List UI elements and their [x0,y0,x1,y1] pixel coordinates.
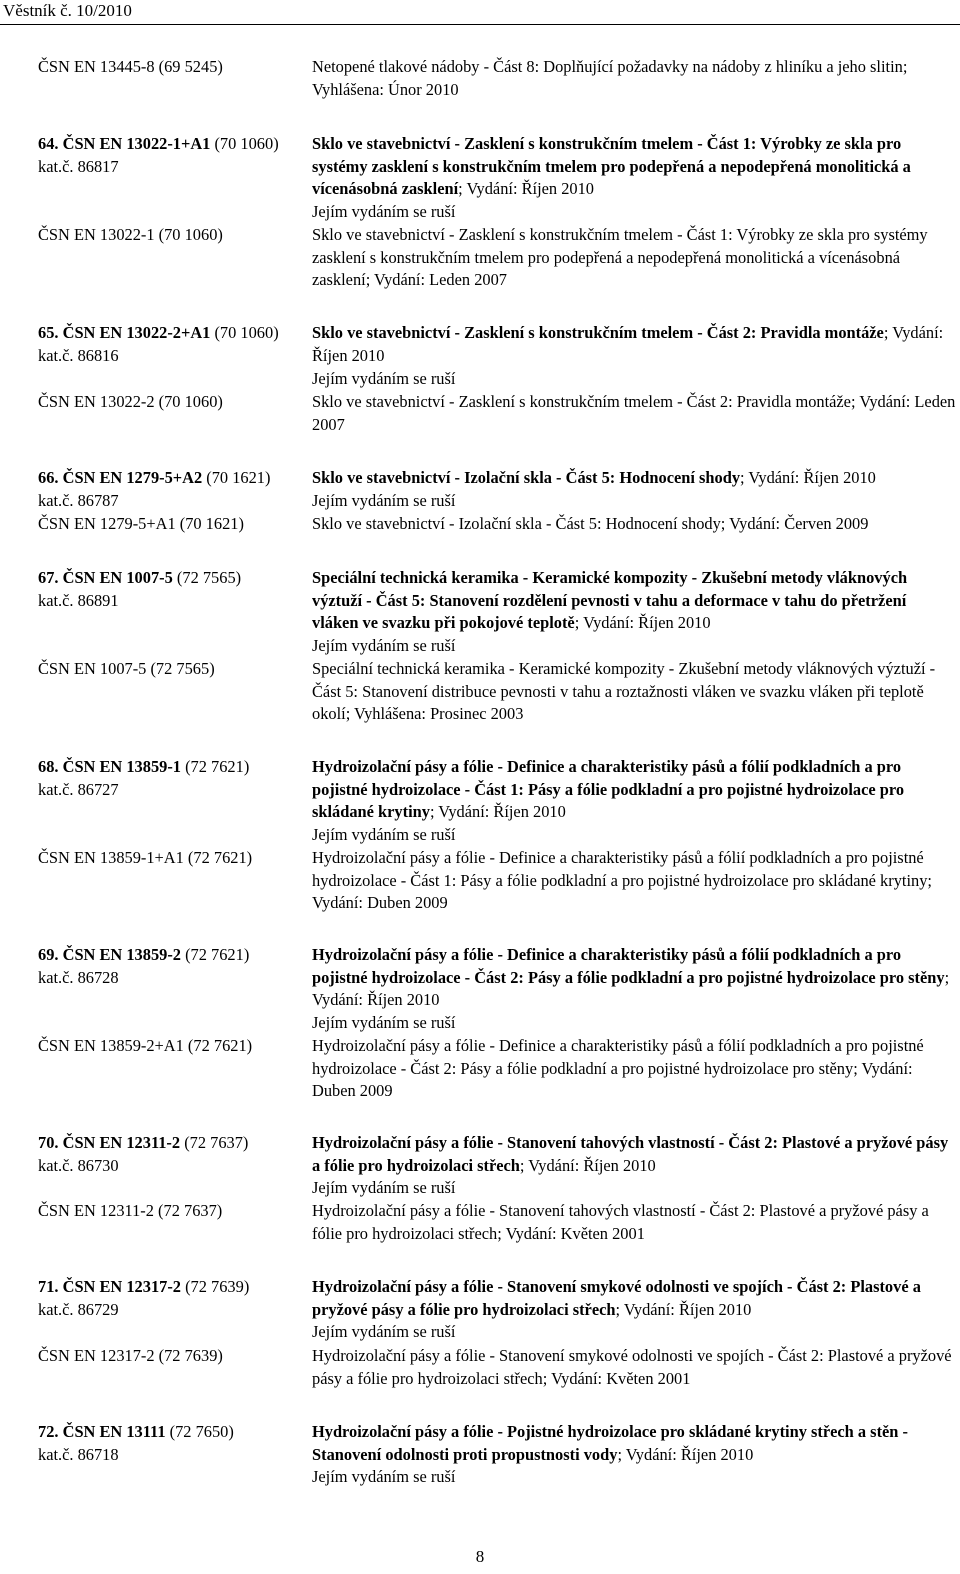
entry-69-new-title [312,944,956,1012]
catalog-number: kat.č. 86729 [38,1300,119,1319]
class-code: (72 7639) [181,1277,250,1296]
cancel-note: Jejím vydáním se ruší [312,1178,456,1197]
entry-70-new-title [312,1132,956,1177]
title-bold: Hydroizolační pásy a fólie - Pojistné hydroizolace pro skládané krytiny střech a stěn - Stanovení odolnosti proti propustnosti vody [312,1422,908,1464]
title-bold: Hydroizolační pásy a fólie - Stanovení tahových vlastností - Část 2: Plastové a pryžové pásy a fólie pro hydroizolaci střech [312,1133,949,1175]
entry-number: 67. [38,568,59,587]
replaced-standard: ČSN EN 1007-5 (72 7565) [38,659,215,678]
entry-number: 68. [38,757,59,776]
replaced-title: Speciální technická keramika - Keramické kompozity - Zkušební metody vláknových výztuží - Část 5: Stanovení distribuce pevnosti v tahu a roztažnosti vláken ve svazku vláken při teplotě okolí; Vyhlášena: Prosinec 2003 [312,659,936,723]
cancel-note: Jejím vydáním se ruší [312,1013,456,1032]
catalog-number: kat.č. 86728 [38,968,119,987]
catalog-number: kat.č. 86817 [38,157,119,176]
entry-number: 65. [38,323,59,342]
entry-70-standard [38,1132,248,1155]
entry-64-new-title [312,133,956,201]
entry-number: 72. [38,1422,59,1441]
cancel-note: Jejím vydáním se ruší [312,491,456,510]
entry-66-standard [38,467,270,490]
replaced-title: Hydroizolační pásy a fólie - Definice a charakteristiky pásů a fólií podkladních a pro pojistné hydroizolace - Část 2: Pásy a fólie podkladní a pro pojistné hydroizolace pro stěny; Vydání: Duben 2009 [312,1036,924,1100]
page-header [0,0,960,25]
entry-64-standard [38,133,279,156]
catalog-number: kat.č. 86727 [38,780,119,799]
class-code: (72 7565) [172,568,242,587]
standard-code: ČSN EN 12317-2 [62,1277,181,1296]
edition-date: ; Vydání: Říjen 2010 [458,179,595,198]
title-bold: Sklo ve stavebnictví - Zasklení s konstrukčním tmelem - Část 1: Výrobky ze skla pro systémy zasklení s konstrukčním tmelem pro podepřená a nepodepřená monolitická a vícenásobná zasklení [312,134,911,198]
title-bold: Sklo ve stavebnictví - Izolační skla - Část 5: Hodnocení shody [312,468,741,487]
replaced-title: Sklo ve stavebnictví - Zasklení s konstrukčním tmelem - Část 2: Pravidla montáže; Vydání: Leden 2007 [312,392,956,434]
entry-number: 69. [38,945,59,964]
class-code: (70 1060) [210,134,279,153]
standard-code: ČSN EN 13859-2 [62,945,181,964]
replaced-title: Hydroizolační pásy a fólie - Stanovení tahových vlastností - Část 2: Plastové a pryžové pásy a fólie pro hydroizolaci střech; Vydání: Květen 2001 [312,1201,929,1243]
title-bold: Hydroizolační pásy a fólie - Definice a charakteristiky pásů a fólií podkladních a pro pojistné hydroizolace - Část 2: Pásy a fólie podkladní a pro pojistné hydroizolace pro stěny [312,945,945,987]
entry-71-new-title [312,1276,956,1321]
edition-date: ; Vydání: Říjen 2010 [615,1299,752,1319]
entry-number: 66. [38,468,59,487]
cancel-note: Jejím vydáním se ruší [312,369,456,388]
entry-number: 70. [38,1133,59,1152]
catalog-number: kat.č. 86718 [38,1445,119,1464]
class-code: (72 7621) [181,757,250,776]
standard-designation: ČSN EN 13445-8 (69 5245) [38,57,223,76]
catalog-number: kat.č. 86730 [38,1156,119,1175]
class-code: (72 7637) [180,1133,249,1152]
class-code: (72 7650) [165,1422,234,1441]
entry-number: 71. [38,1277,59,1296]
edition-date: ; Vydání: Říjen 2010 [617,1444,754,1464]
entry-68-standard [38,756,249,779]
entry-67-standard [38,567,241,590]
catalog-number: kat.č. 86787 [38,491,119,510]
cancel-note: Jejím vydáním se ruší [312,1467,456,1486]
replaced-standard: ČSN EN 13022-1 (70 1060) [38,225,223,244]
entry-71-standard [38,1276,249,1299]
title-bold: Sklo ve stavebnictví - Zasklení s konstrukčním tmelem - Část 2: Pravidla montáže [312,323,884,342]
standard-code: ČSN EN 1279-5+A2 [62,468,203,487]
class-code: (70 1621) [202,468,271,487]
title-bold: Hydroizolační pásy a fólie - Stanovení smykové odolnosti ve spojích - Část 2: Plastové a pryžové pásy a fólie pro hydroizolaci střech [312,1277,921,1319]
catalog-number: kat.č. 86816 [38,346,119,365]
entry-65-new-title [312,322,956,367]
replaced-standard: ČSN EN 13022-2 (70 1060) [38,392,223,411]
replaced-standard: ČSN EN 12311-2 (72 7637) [38,1201,223,1220]
entry-68-new-title [312,756,956,824]
standard-code: ČSN EN 13111 [62,1422,166,1441]
replaced-title: Sklo ve stavebnictví - Izolační skla - Část 5: Hodnocení shody; Vydání: Červen 2009 [312,514,869,533]
entry-72-new-title [312,1421,956,1466]
catalog-number: kat.č. 86891 [38,591,119,610]
standard-code: ČSN EN 13022-1+A1 [62,134,211,153]
entry-number: 64. [38,134,59,153]
replaced-title: Hydroizolační pásy a fólie - Definice a charakteristiky pásů a fólií podkladních a pro pojistné hydroizolace - Část 1: Pásy a fólie podkladní a pro pojistné hydroizolace pro skládané krytiny; Vydání: Duben 2009 [312,848,932,912]
cancel-note: Jejím vydáním se ruší [312,636,456,655]
edition-date: ; Vydání: Říjen 2010 [312,967,950,1009]
standard-code: ČSN EN 13859-1 [62,757,181,776]
replaced-standard: ČSN EN 12317-2 (72 7639) [38,1346,223,1365]
replaced-standard: ČSN EN 13859-1+A1 (72 7621) [38,848,253,867]
replaced-title: Sklo ve stavebnictví - Zasklení s konstrukčním tmelem - Část 1: Výrobky ze skla pro systémy zasklení s konstrukčním tmelem pro podepřená a nepodepřená monolitická a vícenásobná zasklení; Vydání: Leden 2007 [312,225,928,289]
entry-66-new-title [312,467,956,490]
journal-title: Věstník č. 10/2010 [3,1,132,20]
cancel-note: Jejím vydáním se ruší [312,202,456,221]
class-code: (72 7621) [181,945,250,964]
edition-date: ; Vydání: Říjen 2010 [574,613,711,632]
entry-72-standard [38,1421,234,1444]
standard-code: ČSN EN 13022-2+A1 [62,323,211,342]
title-bold: Speciální technická keramika - Keramické kompozity - Zkušební metody vláknových výztuží - Část 5: Stanovení rozdělení pevnosti v tahu a deformace v tahu do přetržení vláken ve svazku při pokojové teplotě [312,568,908,632]
edition-date: ; Vydání: Říjen 2010 [740,468,876,487]
class-code: (70 1060) [210,323,279,342]
edition-date: ; Vydání: Říjen 2010 [312,323,944,365]
standard-code: ČSN EN 1007-5 [62,568,173,587]
cancel-note: Jejím vydáním se ruší [312,825,456,844]
replaced-title: Hydroizolační pásy a fólie - Stanovení smykové odolnosti ve spojích - Část 2: Plastové a pryžové pásy a fólie pro hydroizolaci střech; Vydání: Květen 2001 [312,1346,952,1388]
edition-date: ; Vydání: Říjen 2010 [519,1155,656,1175]
entry-65-standard [38,322,279,345]
standard-code: ČSN EN 12311-2 [62,1133,181,1152]
page-number: 8 [475,1547,485,1566]
replaced-standard: ČSN EN 13859-2+A1 (72 7621) [38,1036,253,1055]
title-bold: Hydroizolační pásy a fólie - Definice a charakteristiky pásů a fólií podkladních a pro pojistné hydroizolace - Část 1: Pásy a fólie podkladní a pro pojistné hydroizolace pro skládané krytiny [312,757,905,821]
cancel-note: Jejím vydáním se ruší [312,1322,456,1341]
entry-67-new-title [312,567,956,635]
edition-date: ; Vydání: Říjen 2010 [429,802,566,821]
replaced-standard: ČSN EN 1279-5+A1 (70 1621) [38,514,244,533]
standard-title: Netopené tlakové nádoby - Část 8: Doplňující požadavky na nádoby z hliníku a jeho slitin; Vyhlášena: Únor 2010 [312,57,908,99]
entry-69-standard [38,944,249,967]
